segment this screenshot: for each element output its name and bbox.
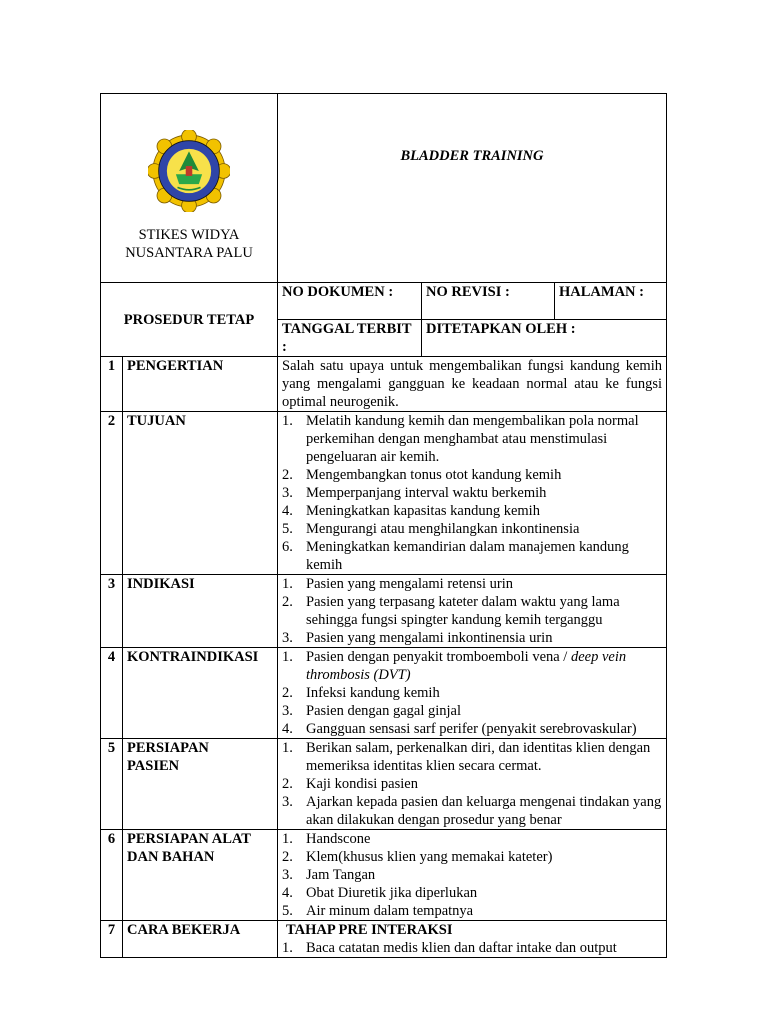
list-item: 1. Baca catatan medis klien dan daftar intake dan output [282, 940, 617, 956]
document-title: BLADDER TRAINING [278, 94, 667, 283]
indikasi-list [282, 575, 662, 647]
sop-document [100, 93, 666, 958]
tujuan-list [282, 412, 662, 574]
section-label: CARA BEKERJA [123, 921, 278, 958]
persiapan-pasien-list [282, 739, 662, 829]
list-item: 4. Obat Diuretik jika diperlukan [282, 885, 478, 901]
list-item: 2. Pasien yang terpasang kateter dalam waktu yang lama sehingga fungsi spingter kandung kemih terganggu [282, 594, 620, 628]
section-number: 7 [101, 921, 123, 958]
logo-cell [101, 94, 278, 283]
list-item: 1. Pasien yang mengalami retensi urin [282, 576, 513, 592]
section-content [278, 739, 667, 830]
section-number: 6 [101, 830, 123, 921]
ditetapkan-oleh-label: DITETAPKAN OLEH : [422, 320, 667, 357]
kontraindikasi-list [282, 648, 662, 738]
cara-bekerja-list [282, 939, 662, 957]
no-dokumen-label: NO DOKUMEN : [278, 283, 422, 320]
list-item: 2. Mengembangkan tonus otot kandung kemih [282, 467, 562, 483]
list-item: 2. Infeksi kandung kemih [282, 685, 440, 701]
institution-name-line1: STIKES WIDYA [138, 227, 240, 243]
section-label: INDIKASI [123, 575, 278, 648]
no-revisi-label: NO REVISI : [422, 283, 555, 320]
section-row-tujuan [101, 412, 667, 575]
list-item: 5. Mengurangi atau menghilangkan inkontinensia [282, 521, 580, 537]
halaman-label: HALAMAN : [555, 283, 667, 320]
section-row-cara-bekerja [101, 921, 667, 958]
section-subtitle: TAHAP PRE INTERAKSI [286, 922, 453, 938]
procedure-type: PROSEDUR TETAP [101, 283, 278, 357]
sop-table [100, 93, 667, 958]
list-item: 4. Gangguan sensasi sarf perifer (penyakit serebrovaskular) [282, 721, 637, 737]
list-item: 1. Pasien dengan penyakit tromboemboli vena / deep vein thrombosis (DVT) [282, 649, 627, 683]
section-label: PERSIAPAN ALAT DAN BAHAN [123, 830, 278, 921]
meta-row-1 [101, 283, 667, 320]
list-item: 4. Meningkatkan kapasitas kandung kemih [282, 503, 540, 519]
section-content [278, 412, 667, 575]
list-item: 3. Ajarkan kepada pasien dan keluarga mengenai tindakan yang akan dilakukan dengan prosedur yang benar [282, 794, 662, 828]
list-item: 3. Pasien dengan gagal ginjal [282, 703, 462, 719]
list-item: 3. Pasien yang mengalami inkontinensia urin [282, 630, 553, 646]
section-row-pengertian [101, 357, 667, 412]
section-number: 3 [101, 575, 123, 648]
section-row-kontraindikasi [101, 648, 667, 739]
header-row [101, 94, 667, 283]
list-item: 2. Klem(khusus klien yang memakai kateter) [282, 849, 553, 865]
section-label: TUJUAN [123, 412, 278, 575]
section-label: PERSIAPAN PASIEN [123, 739, 278, 830]
list-item: 1. Handscone [282, 831, 371, 847]
section-label: PENGERTIAN [123, 357, 278, 412]
section-number: 2 [101, 412, 123, 575]
section-content [278, 921, 667, 958]
list-item: 1. Berikan salam, perkenalkan diri, dan identitas klien dengan memeriksa identitas klien secara cermat. [282, 740, 651, 774]
list-item: 1. Melatih kandung kemih dan mengembalikan pola normal perkemihan dengan menghambat atau menstimulasi pengeluaran air kemih. [282, 413, 639, 465]
section-content [278, 648, 667, 739]
list-item: 3. Memperpanjang interval waktu berkemih [282, 485, 547, 501]
section-number: 4 [101, 648, 123, 739]
section-number: 5 [101, 739, 123, 830]
list-item: 6. Meningkatkan kemandirian dalam manajemen kandung kemih [282, 539, 629, 573]
institution-seal-icon [148, 130, 230, 212]
section-number: 1 [101, 357, 123, 412]
section-row-persiapan-alat [101, 830, 667, 921]
section-row-persiapan-pasien [101, 739, 667, 830]
persiapan-alat-list [282, 830, 662, 920]
section-row-indikasi [101, 575, 667, 648]
institution-name-line2: NUSANTARA PALU [125, 245, 253, 261]
section-content: Salah satu upaya untuk mengembalikan fungsi kandung kemih yang mengalami gangguan ke keadaan normal atau ke fungsi optimal neurogenik. [278, 357, 667, 412]
list-item: 3. Jam Tangan [282, 867, 376, 883]
section-content [278, 830, 667, 921]
list-item: 2. Kaji kondisi pasien [282, 776, 418, 792]
tanggal-terbit-label: TANGGAL TERBIT : [278, 320, 422, 357]
section-content [278, 575, 667, 648]
list-item: 5. Air minum dalam tempatnya [282, 903, 474, 919]
section-label: KONTRAINDIKASI [123, 648, 278, 739]
